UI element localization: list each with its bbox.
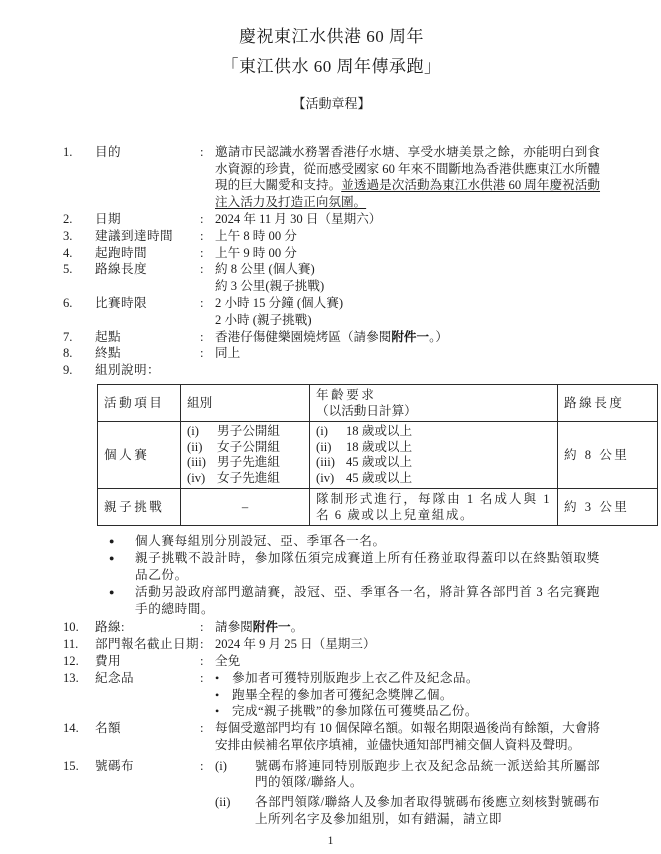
- item-bib: [63, 758, 600, 828]
- group-marker: (ii): [187, 439, 203, 454]
- age-requirement: 18 歲或以上: [346, 439, 413, 454]
- item-number: 3.: [63, 228, 73, 243]
- item-deadline: [63, 636, 600, 653]
- item-label: 起點: [95, 329, 121, 344]
- route-text: 請參閱: [215, 620, 253, 635]
- age-requirement: 45 歲或以上: [346, 470, 413, 485]
- start-point-text-end: 。）: [429, 329, 448, 344]
- group-marker: (iii): [187, 455, 206, 470]
- item-number: 7.: [63, 329, 73, 344]
- group-marker: (iv): [187, 470, 206, 485]
- item-colon: :: [200, 262, 204, 277]
- item-colon: :: [200, 721, 204, 736]
- item-content: [215, 295, 600, 329]
- purpose-underlined-text: 並透過是次活動為東江水供港 60 周年慶祝活動注入活力及打造正向氛圍。: [215, 178, 601, 210]
- group-table: [97, 384, 658, 526]
- item-colon: :: [200, 653, 204, 668]
- souvenir-text: 完成“親子挑戰”的參加隊伍可獲獎品乙份。: [232, 704, 478, 719]
- item-content: 同上: [215, 346, 241, 361]
- item-content: [215, 261, 600, 295]
- item-content: 全免: [215, 653, 241, 668]
- item-colon: :: [200, 346, 204, 361]
- item-end-point: [63, 345, 600, 362]
- item-colon: :: [200, 620, 204, 635]
- item-label: 路線長度: [95, 262, 147, 277]
- item-content: [215, 144, 600, 211]
- age-marker: (i): [316, 423, 328, 438]
- item-content: [215, 329, 600, 346]
- item-colon: :: [200, 758, 204, 773]
- item-content: 上午 9 時 00 分: [215, 245, 297, 260]
- item-content: [215, 758, 600, 828]
- note-text: 活動另設政府部門邀請賽，設冠、亞、季軍各一名，將計算各部門首 3 名完賽跑手的總時間。: [135, 584, 600, 616]
- item-colon: :: [200, 295, 204, 310]
- group-table-row-individual: [98, 421, 658, 488]
- group-table-row-family: [98, 489, 658, 526]
- item-content: [215, 619, 600, 636]
- item-number: 15.: [63, 758, 79, 773]
- document-titles: [63, 22, 600, 82]
- group-table-header-row: [98, 384, 658, 421]
- header-activity: 活動項目: [98, 384, 181, 421]
- item-number: 2.: [63, 211, 73, 226]
- souvenir-bullet: [215, 670, 600, 687]
- item-number: 11.: [63, 637, 79, 652]
- cell-groups-individual: [181, 421, 310, 488]
- note-item: [109, 533, 600, 550]
- bib-subitem: [215, 794, 600, 828]
- route-length-individual: 約 8 公里 (個人賽): [215, 262, 315, 277]
- item-groups: [63, 362, 600, 379]
- page-number: 1: [327, 835, 334, 848]
- item-time-limit: [63, 295, 600, 329]
- item-number: 6.: [63, 295, 73, 310]
- bullet-icon: •: [215, 670, 220, 685]
- note-item: [109, 550, 600, 584]
- cell-length-individual: 約 8 公里: [558, 421, 658, 488]
- note-item: [109, 584, 600, 618]
- item-content: [215, 670, 600, 720]
- item-start-point: [63, 329, 600, 346]
- note-text: 親子挑戰不設計時，參加隊伍須完成賽道上所有任務並取得蓋印以在終點領取獎品乙份。: [135, 551, 600, 582]
- item-number: 12.: [63, 653, 79, 668]
- item-number: 5.: [63, 262, 73, 277]
- route-length-family: 約 3 公里(親子挑戰): [215, 279, 325, 294]
- group-table-wrap: [97, 384, 630, 526]
- item-colon: :: [200, 670, 204, 685]
- item-route-length: [63, 261, 600, 295]
- item-label: 組別說明：: [95, 363, 160, 378]
- section-heading: 【活動章程】: [292, 96, 371, 111]
- item-label: 目的: [95, 144, 121, 159]
- age-marker: (iv): [316, 470, 335, 485]
- numbered-list: [63, 144, 630, 828]
- item-number: 14.: [63, 721, 79, 736]
- header-age: [310, 384, 558, 421]
- purpose-text: 邀請市民認識水務署香港仔水塘、享受水塘美景之餘，亦能明白到食水資源的珍貴，從而感受國家 60 年來不間斷地為香港供應東江水所體現的巨大關愛和支持。: [215, 144, 600, 193]
- group-name: 女子先進組: [217, 470, 280, 485]
- attachment-ref: 附件一: [391, 329, 430, 344]
- group-notes: [109, 533, 600, 617]
- item-label: 紀念品: [95, 670, 134, 685]
- family-age-text: 隊制形式進行，每隊由 1 名成人與 1 名 6 歲或以上兒童組成。: [316, 492, 551, 523]
- item-colon: :: [200, 211, 204, 226]
- route-text-end: 。: [290, 620, 304, 635]
- subitem-marker: (i): [215, 758, 227, 773]
- item-label: 號碼布: [95, 758, 134, 773]
- item-route: [63, 619, 600, 636]
- age-requirement: 45 歲或以上: [346, 455, 413, 470]
- item-colon: :: [200, 329, 204, 344]
- attachment-ref: 附件一: [252, 620, 291, 635]
- item-quota: [63, 720, 600, 754]
- item-label: 費用: [95, 653, 121, 668]
- item-fee: [63, 653, 600, 670]
- subitem-marker: (ii): [215, 795, 231, 810]
- souvenir-bullet: [215, 687, 600, 704]
- bullet-icon: ●: [109, 553, 115, 564]
- age-marker: (iii): [316, 455, 335, 470]
- item-colon: :: [200, 144, 204, 159]
- item-number: 4.: [63, 245, 73, 260]
- item-content: 2024 年 9 月 25 日（星期三）: [215, 637, 376, 652]
- item-number: 8.: [63, 346, 73, 361]
- item-start-time: [63, 245, 600, 262]
- subitem-text: 號碼布將連同特別版跑步上衣及紀念品統一派送給其所屬部門的領隊/聯絡人。: [255, 758, 600, 790]
- bullet-icon: •: [215, 687, 220, 702]
- header-length: 路線長度: [558, 384, 658, 421]
- header-group: 組別: [181, 384, 310, 421]
- item-content: 2024 年 11 月 30 日（星期六）: [215, 211, 382, 226]
- item-number: 9.: [63, 363, 73, 378]
- item-label: 終點: [95, 346, 121, 361]
- page-title-line2: 「東江供水 60 周年傳承跑」: [221, 57, 442, 76]
- souvenir-text: 跑畢全程的參加者可獲紀念獎牌乙個。: [232, 687, 453, 702]
- group-name: 女子公開組: [217, 439, 280, 454]
- item-label: 路線:: [95, 620, 125, 635]
- souvenir-text: 參加者可獲特別版跑步上衣乙件及紀念品。: [232, 670, 479, 685]
- cell-activity-individual: 個人賽: [98, 421, 181, 488]
- item-label: 名額: [95, 721, 121, 736]
- item-number: 10.: [63, 620, 79, 635]
- group-marker: (i): [187, 423, 199, 438]
- item-content: 上午 8 時 00 分: [215, 228, 297, 243]
- bib-subitem: [215, 758, 600, 792]
- item-label: 比賽時限: [95, 295, 147, 310]
- item-number: 1.: [63, 144, 73, 159]
- cell-group-family: –: [181, 489, 310, 526]
- bullet-icon: •: [215, 704, 220, 719]
- time-limit-individual: 2 小時 15 分鐘 (個人賽): [215, 295, 344, 310]
- item-arrival-time: [63, 228, 600, 245]
- note-text: 個人賽每組別分別設冠、亞、季軍各一名。: [135, 534, 386, 549]
- item-label: 建議到達時間: [95, 228, 173, 243]
- age-requirement: 18 歲或以上: [346, 423, 413, 438]
- bullet-icon: ●: [109, 536, 115, 547]
- page-title-line1: 慶祝東江水供港 60 周年: [239, 27, 424, 46]
- cell-age-family: [310, 489, 558, 526]
- souvenir-bullet: [215, 703, 600, 720]
- cell-length-family: 約 3 公里: [558, 489, 658, 526]
- cell-activity-family: 親子挑戰: [98, 489, 181, 526]
- item-souvenir: [63, 670, 600, 720]
- item-number: 13.: [63, 670, 79, 685]
- item-label: 起跑時間: [95, 245, 147, 260]
- group-name: 男子公開組: [217, 423, 280, 438]
- item-colon: :: [200, 245, 204, 260]
- item-colon: :: [200, 637, 204, 652]
- cell-ages-individual: [310, 421, 558, 488]
- subitem-text: 各部門領隊/聯絡人及參加者取得號碼布後應立刻核對號碼布上所列名字及參加組別，如有錯漏，請立即: [255, 795, 600, 827]
- item-label: 部門報名截止日期: [95, 637, 199, 652]
- age-marker: (ii): [316, 439, 332, 454]
- item-content: 每個受邀部門均有 10 個保障名額。如報名期限過後尚有餘額，大會將安排由候補名單依序填補，並儘快通知部門補交個人資料及聲明。: [215, 721, 600, 752]
- header-age-line2: （以活動日計算）: [316, 403, 417, 418]
- start-point-text: 香港仔傷健樂園燒烤區（請參閱: [215, 329, 392, 344]
- item-date: [63, 211, 600, 228]
- item-colon: :: [200, 228, 204, 243]
- bullet-icon: ●: [109, 586, 115, 597]
- item-purpose: [63, 144, 600, 211]
- header-age-line1: 年齡要求: [316, 387, 377, 402]
- time-limit-family: 2 小時 (親子挑戰): [215, 312, 312, 327]
- item-label: 日期: [95, 211, 121, 226]
- group-name: 男子先進組: [217, 455, 280, 470]
